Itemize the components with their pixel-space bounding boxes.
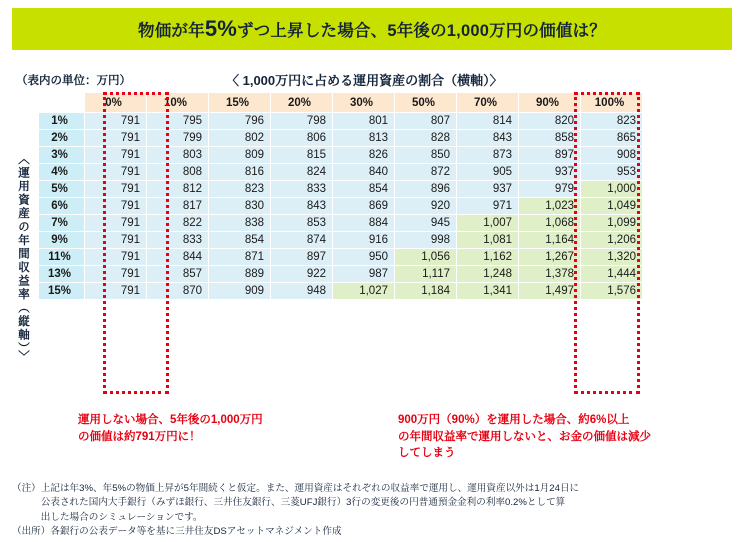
- table-cell: 873: [457, 147, 519, 164]
- table-cell: 795: [147, 113, 209, 130]
- table-cell: 806: [271, 130, 333, 147]
- table-cell: 858: [519, 130, 581, 147]
- table-cell: 937: [519, 164, 581, 181]
- table-cell: 830: [209, 198, 271, 215]
- table-cell: 1,049: [581, 198, 643, 215]
- table-cell: 1,068: [519, 215, 581, 232]
- column-header-0pct: 0%: [85, 93, 147, 113]
- table-cell: 871: [209, 249, 271, 266]
- table-cell: 922: [271, 266, 333, 283]
- table-cell: 854: [333, 181, 395, 198]
- table-cell: 872: [395, 164, 457, 181]
- table-cell: 905: [457, 164, 519, 181]
- table-cell: 824: [271, 164, 333, 181]
- column-header-10pct: 10%: [147, 93, 209, 113]
- row-header-6pct: 6%: [39, 198, 85, 215]
- table-cell: 826: [333, 147, 395, 164]
- table-row: [39, 164, 643, 181]
- table-cell: 803: [147, 147, 209, 164]
- table-row: [39, 147, 643, 164]
- table-cell: 945: [395, 215, 457, 232]
- row-header-5pct: 5%: [39, 181, 85, 198]
- column-header-70pct: 70%: [457, 93, 519, 113]
- annotation-line: 900万円（90%）を運用した場合、約6%以上: [398, 414, 630, 426]
- table-row: [39, 232, 643, 249]
- table-cell: 1,099: [581, 215, 643, 232]
- table-cell: 857: [147, 266, 209, 283]
- row-header-7pct: 7%: [39, 215, 85, 232]
- column-header-15pct: 15%: [209, 93, 271, 113]
- table-cell: 809: [209, 147, 271, 164]
- table-cell: 937: [457, 181, 519, 198]
- table-cell: 987: [333, 266, 395, 283]
- table-cell: 833: [271, 181, 333, 198]
- table-cell: 844: [147, 249, 209, 266]
- footnote-source: [12, 525, 734, 539]
- table-cell: 813: [333, 130, 395, 147]
- table-cell: 798: [271, 113, 333, 130]
- table-cell: 791: [85, 181, 147, 198]
- table-cell: 823: [581, 113, 643, 130]
- annotation-line: してしまう: [398, 447, 456, 460]
- table-cell: 1,000: [581, 181, 643, 198]
- column-header-100pct: 100%: [581, 93, 643, 113]
- table-cell: 854: [209, 232, 271, 249]
- title-emphasis: 5%: [204, 16, 238, 41]
- table-cell: 791: [85, 232, 147, 249]
- table-cell: 816: [209, 164, 271, 181]
- table-cell: 948: [271, 283, 333, 300]
- table-cell: 843: [271, 198, 333, 215]
- table-cell: 814: [457, 113, 519, 130]
- title-pre: 物価が年: [138, 22, 205, 40]
- table-cell: 1,023: [519, 198, 581, 215]
- row-header-15pct: 15%: [39, 283, 85, 300]
- table-cell: 971: [457, 198, 519, 215]
- table-cell: 1,576: [581, 283, 643, 300]
- table-cell: 998: [395, 232, 457, 249]
- title-post: ずつ上昇した場合、5年後の1,000万円の価値は？: [237, 22, 606, 40]
- table-cell: 897: [271, 249, 333, 266]
- table-cell: 791: [85, 113, 147, 130]
- table-cell: 884: [333, 215, 395, 232]
- table-cell: 979: [519, 181, 581, 198]
- annotation-right: [398, 412, 716, 462]
- table-cell: 870: [147, 283, 209, 300]
- table-body: [39, 113, 643, 300]
- footnote-note: [12, 482, 734, 525]
- table-cell: 897: [519, 147, 581, 164]
- row-header-3pct: 3%: [39, 147, 85, 164]
- slide-title-bar: [12, 8, 732, 50]
- row-header-4pct: 4%: [39, 164, 85, 181]
- table-cell: 874: [271, 232, 333, 249]
- row-axis-caption: 〈運用資産の年間収益率（縦軸）〉: [17, 152, 29, 364]
- table-cell: 850: [395, 147, 457, 164]
- table-cell: 822: [147, 215, 209, 232]
- table-cell: 1,206: [581, 232, 643, 249]
- slide-title: [138, 16, 606, 42]
- table-cell: 802: [209, 130, 271, 147]
- row-header-13pct: 13%: [39, 266, 85, 283]
- table-row: [39, 181, 643, 198]
- footnotes: [12, 482, 734, 540]
- table-header-row: [39, 93, 643, 113]
- table-cell: 833: [147, 232, 209, 249]
- table-cell: 807: [395, 113, 457, 130]
- table-cell: 1,162: [457, 249, 519, 266]
- table-cell: 812: [147, 181, 209, 198]
- table-row: [39, 198, 643, 215]
- table-cell: 920: [395, 198, 457, 215]
- table-cell: 1,117: [395, 266, 457, 283]
- table-cell: 1,007: [457, 215, 519, 232]
- footnote-note-line2: 公表された国内大手銀行（みずほ銀行、三井住友銀行、三菱UFJ銀行）3行の変更後の円普通預金金利の利率0.2%として算: [40, 497, 566, 509]
- table-cell: 869: [333, 198, 395, 215]
- table-cell: 840: [333, 164, 395, 181]
- table-cell: 838: [209, 215, 271, 232]
- footnote-source-text: 各銀行の公表データ等を基に三井住友DSアセットマネジメント作成: [50, 526, 342, 538]
- table-cell: 791: [85, 249, 147, 266]
- table-cell: 1,267: [519, 249, 581, 266]
- table-cell: 1,184: [395, 283, 457, 300]
- column-header-20pct: 20%: [271, 93, 333, 113]
- table-cell: 1,320: [581, 249, 643, 266]
- table-cell: 791: [85, 130, 147, 147]
- table-cell: 1,056: [395, 249, 457, 266]
- table-cell: 820: [519, 113, 581, 130]
- table-cell: 1,248: [457, 266, 519, 283]
- table-cell: 791: [85, 215, 147, 232]
- table-corner-cell: [39, 93, 85, 113]
- table-cell: 896: [395, 181, 457, 198]
- table-cell: 828: [395, 130, 457, 147]
- table-cell: 953: [581, 164, 643, 181]
- table-cell: 950: [333, 249, 395, 266]
- table-cell: 1,444: [581, 266, 643, 283]
- table-cell: 909: [209, 283, 271, 300]
- table-row: [39, 113, 643, 130]
- row-header-9pct: 9%: [39, 232, 85, 249]
- table-cell: 823: [209, 181, 271, 198]
- table-cell: 1,164: [519, 232, 581, 249]
- footnote-note-label: （注）: [12, 483, 41, 494]
- table-cell: 1,027: [333, 283, 395, 300]
- table-cell: 1,341: [457, 283, 519, 300]
- row-header-11pct: 11%: [39, 249, 85, 266]
- table-cell: 853: [271, 215, 333, 232]
- footnote-source-label: （出所）: [12, 526, 51, 538]
- annotation-line: の年間収益率で運用しないと、お金の価値は減少: [398, 430, 651, 443]
- row-header-2pct: 2%: [39, 130, 85, 147]
- table-cell: 791: [85, 283, 147, 300]
- table-cell: 908: [581, 147, 643, 164]
- table-cell: 796: [209, 113, 271, 130]
- table-cell: 1,378: [519, 266, 581, 283]
- annotation-left: [78, 412, 328, 445]
- table-cell: 791: [85, 147, 147, 164]
- table-row: [39, 283, 643, 300]
- table-cell: 791: [85, 164, 147, 181]
- column-header-50pct: 50%: [395, 93, 457, 113]
- table-cell: 1,497: [519, 283, 581, 300]
- table-cell: 889: [209, 266, 271, 283]
- table-cell: 799: [147, 130, 209, 147]
- table-cell: 1,081: [457, 232, 519, 249]
- column-header-90pct: 90%: [519, 93, 581, 113]
- footnote-note-line3: 出した場合のシミュレーションです。: [40, 511, 203, 523]
- table-row: [39, 266, 643, 283]
- annotation-line: 運用しない場合、5年後の1,000万円: [78, 414, 263, 426]
- table-row: [39, 130, 643, 147]
- column-header-30pct: 30%: [333, 93, 395, 113]
- table-cell: 817: [147, 198, 209, 215]
- table-cell: 865: [581, 130, 643, 147]
- table-cell: 791: [85, 266, 147, 283]
- table-cell: 843: [457, 130, 519, 147]
- table-row: [39, 249, 643, 266]
- table-cell: 815: [271, 147, 333, 164]
- table-cell: 801: [333, 113, 395, 130]
- annotation-line: の価値は約791万円に！: [78, 430, 201, 443]
- table-cell: 916: [333, 232, 395, 249]
- unit-note: （表内の単位：万円）: [16, 75, 131, 87]
- table-cell: 791: [85, 198, 147, 215]
- row-header-1pct: 1%: [39, 113, 85, 130]
- footnote-note-line1: 上記は年3%、年5%の物価上昇が5年間続くと仮定。また、運用資産はそれぞれの収益率で運用し、運用資産以外は1月24日に: [40, 483, 580, 494]
- table-cell: 808: [147, 164, 209, 181]
- simulation-table: [38, 92, 643, 300]
- footnote-note-text: [41, 482, 734, 525]
- column-axis-caption: 〈 1,000万円に占める運用資産の割合（横軸）〉: [226, 73, 503, 88]
- table-row: [39, 215, 643, 232]
